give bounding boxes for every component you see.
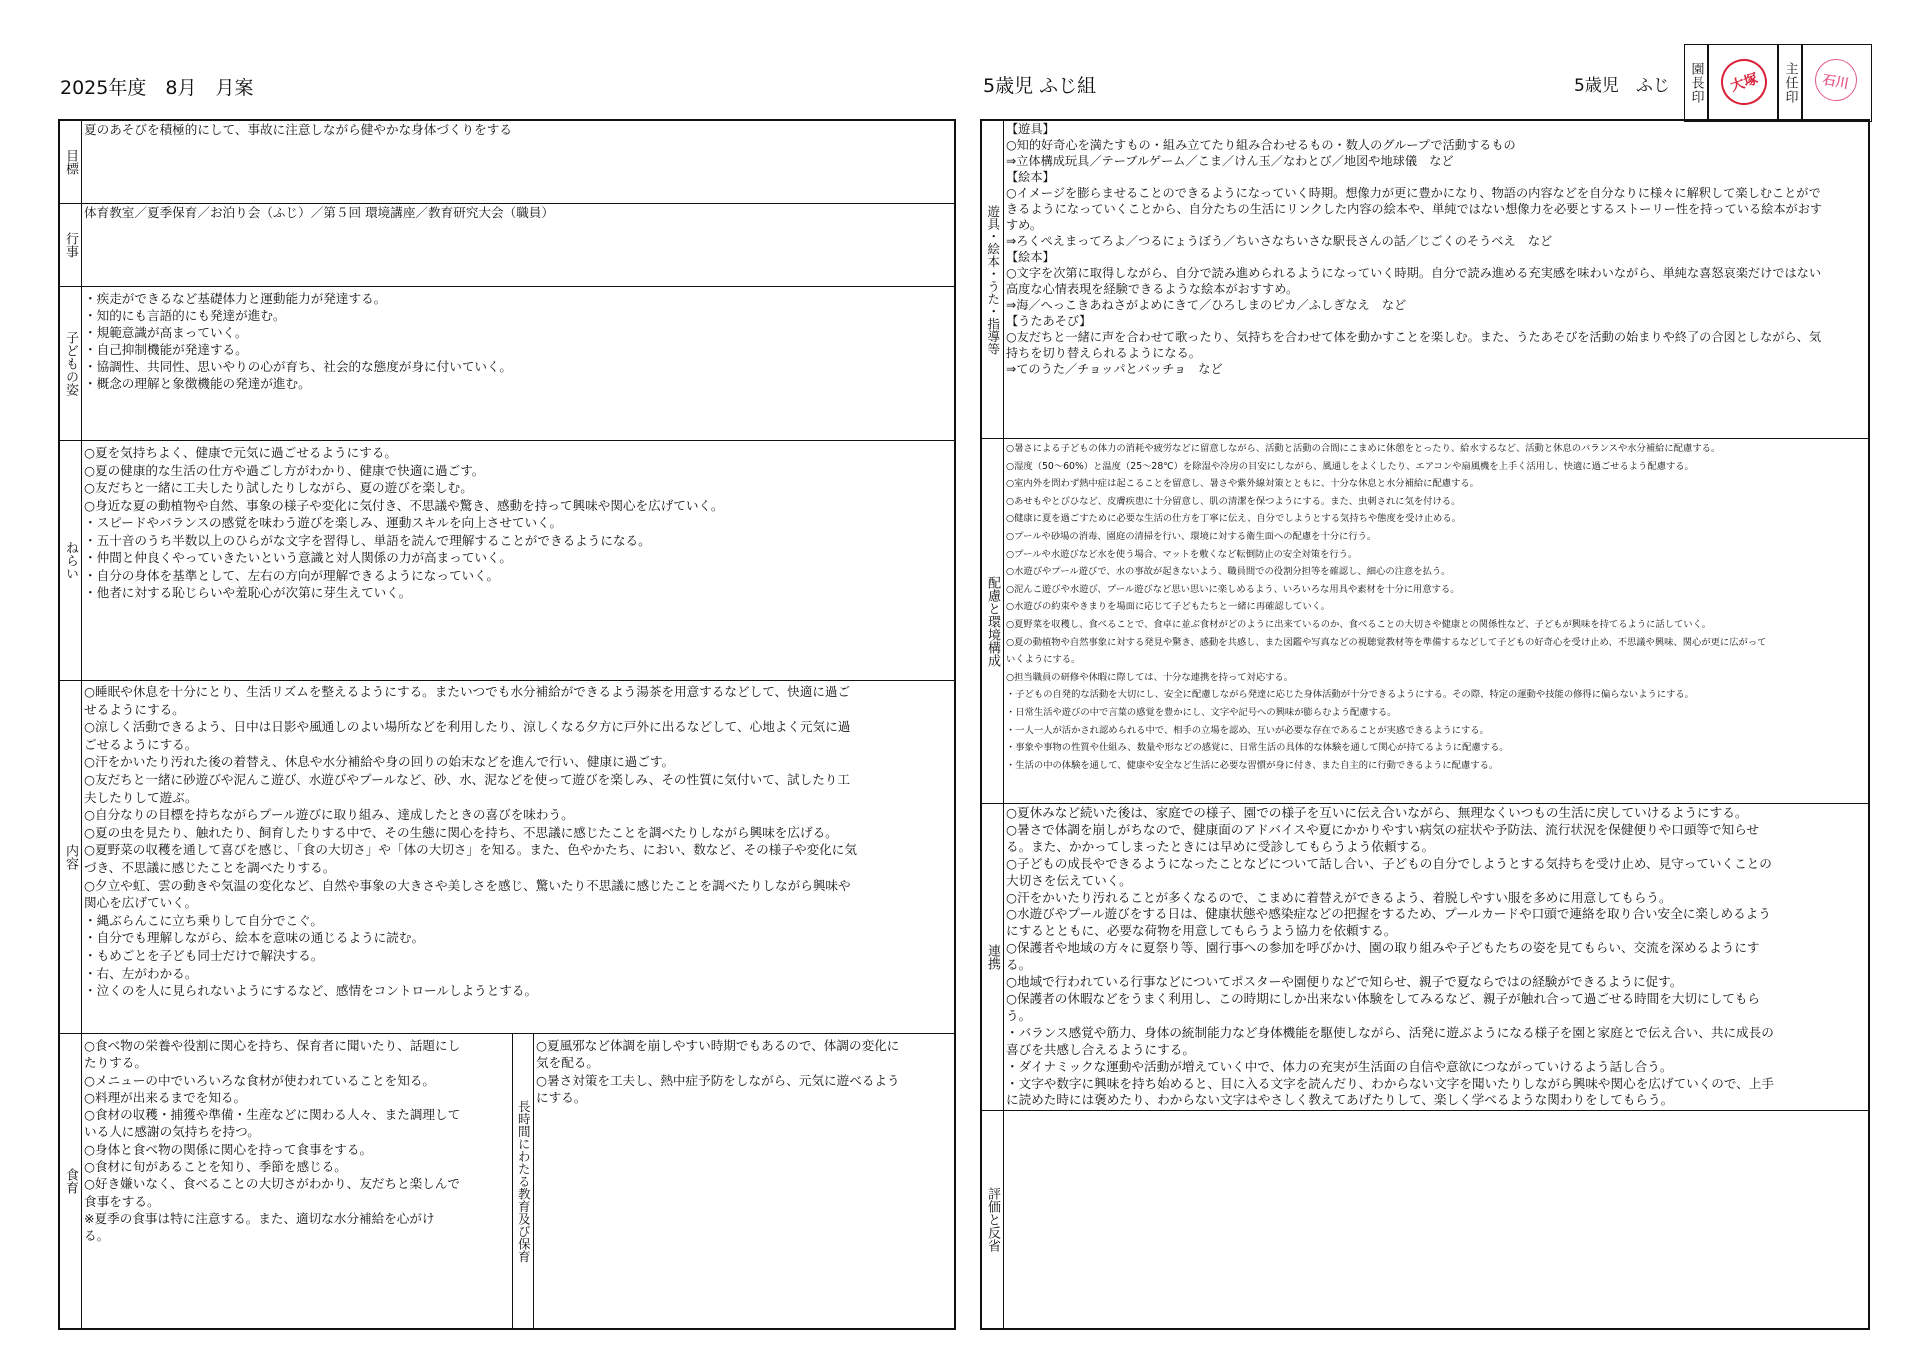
- class-name-center: 5歳児 ふじ組: [983, 75, 1097, 97]
- longcare-label: 長時間にわたる教育及び保育: [512, 1034, 534, 1328]
- content-label: 内容: [60, 681, 82, 1033]
- cooperation-label: 連携: [982, 804, 1004, 1110]
- environment-label: 配慮と環境構成: [982, 439, 1004, 803]
- principal-seal: 大塚: [1715, 53, 1773, 111]
- play-books-songs-label: 遊具・絵本・うた・指導等: [982, 121, 1004, 438]
- aims-label: ねらい: [60, 441, 82, 680]
- events-label: 行事: [60, 204, 82, 286]
- cooperation-row: [982, 804, 1868, 1111]
- goal-label: 目標: [60, 121, 82, 203]
- class-name-right: 5歳児 ふじ: [1574, 76, 1670, 96]
- events-row: [60, 204, 954, 287]
- child-state-text: ・疾走ができるなど基礎体力と運動能力が発達する。 ・知的にも言語的にも発達が進む。 ・規範意識が高まっていく。 ・自己抑制機能が発達する。 ・協調性、共同性、思いやりの心が育ち、社会的な態度が身に付いていく。 ・概念の理解と象徴機能の発達が進む。: [84, 291, 512, 391]
- food-and-longcare-row: [60, 1034, 954, 1328]
- environment-row: [982, 439, 1868, 804]
- aims-text: ○夏を気持ちよく、健康で元気に過ごせるようにする。 ○夏の健康的な生活の仕方や過ごし方がわかり、健康で快適に過ごす。 ○友だちと一緒に工夫したり試したりしながら、夏の遊びを楽しむ。 ○身近な夏の動植物や自然、事象の様子や変化に気付き、不思議や驚き、感動を持って興味や関心を広げていく。 ・スピードやバランスの感覚を味わう遊びを楽しみ、運動スキルを向上させていく。 ・五十音のうち半数以上のひらがな文字を習得し、単語を読んで理解することができるようになる。 ・仲間と仲良くやっていきたいという意識と対人関係の力が高まっていく。 ・自分の身体を基準として、左右の方向が理解できるようになっていく。 ・他者に対する恥じらいや羞恥心が次第に芽生えていく。: [84, 445, 724, 600]
- review-text[interactable]: [1006, 1112, 1866, 1326]
- left-plan-panel: [58, 119, 956, 1330]
- cooperation-text: ○夏休みなど続いた後は、家庭での様子、園での様子を互いに伝え合いながら、無理なくいつもの生活に戻していけるようにする。 ○暑さで体調を崩しがちなので、健康面のアドバイスや夏にかかりやすい病気の症状や予防法、流行状況を保健便りや口頭等で知らせ る。また、かかってしまったときには早めに受診してもらうよう依頼する。 ○子どもの成長やできるようになったことなどについて話し合い、子どもの自分でしようとする気持ちを受け止め、見守っていくことの 大切さを伝えていく。 ○汗をかいたり汚れることが多くなるので、こまめに着替えができるよう、着脱しやすい服を多めに用意してもらう。 ○水遊びやプール遊びをする日は、健康状態や感染症などの把握をするため、プールカードや口頭で連絡を取り合い安全に楽しめるよう にするとともに、必要な荷物を用意してもらうよう協力を依頼する。 ○保護者や地域の方々に夏祭り等、園行事への参加を呼びかけ、園の取り組みや子どもたちの姿を見てもらい、交流を深めるようにす る。 ○地域で行われている行事などについてポスターや園便りなどで知らせ、親子で夏ならではの経験ができるように促す。 ○保護者の休暇などをうまく利用し、この時期にしか出来ない体験をしてみるなど、親子が触れ合って過ごせる時間を大切にしてもら う。 ・バランス感覚や筋力、身体の統制能力など身体機能を駆使しながら、活発に遊ぶようになる様子を園と家庭とで伝え合い、共に成長の 喜びを共感し合えるようにする。 ・ダイナミックな運動や活動が増えていく中で、体力の充実が生活面の自信や意欲につながっていけるよう話し合う。 ・文字や数字に興味を持ち始めると、目に入る文字を読んだり、わからない文字を聞いたりしながら興味や関心を広げていくので、上手 に読めた時には褒めたり、わからない文字はやさしく教えてあげたりして、楽しく学べるような関わりをしてもらう。: [1006, 805, 1774, 1108]
- aims-row: [60, 441, 954, 681]
- review-label: 評価と反省: [982, 1111, 1004, 1328]
- child-state-label: 子どもの姿: [60, 287, 82, 440]
- longcare-text: ○夏風邪など体調を崩しやすい時期でもあるので、体調の変化に 気を配る。 ○暑さ対策を工夫し、熱中症予防をしながら、元気に遊べるよう にする。: [536, 1038, 900, 1105]
- food-label: 食育: [60, 1034, 82, 1328]
- content-text: ○睡眠や休息を十分にとり、生活リズムを整えるようにする。またいつでも水分補給ができるよう湯茶を用意するなどして、快適に過ご せるようにする。 ○涼しく活動できるよう、日中は日影や風通しのよい場所などを利用したり、涼しくなる夕方に戸外に出るなどして、心地よく元気に過 ごせるようにする。 ○汗をかいたり汚れた後の着替え、休息や水分補給や身の回りの始末などを進んで行い、健康に過ごす。 ○友だちと一緒に砂遊びや泥んこ遊び、水遊びやプールなど、砂、水、泥などを使って遊びを楽しみ、その性質に気付いて、試したり工 夫したりして遊ぶ。 ○自分なりの目標を持ちながらプール遊びに取り組み、達成したときの喜びを味わう。 ○夏の虫を見たり、触れたり、飼育したりする中で、その生態に関心を持ち、不思議に感じたことを調べたりしながら興味を広げる。 ○夏野菜の収穫を通して喜びを感じ、「食の大切さ」や「体の大切さ」を知る。また、色やかたち、におい、数など、その様子や変化に気 づき、不思議に感じたことを調べたりする。 ○夕立や虹、雲の動きや気温の変化など、自然や事象の大きさや美しさを感じ、驚いたり不思議に感じたことを調べたりしながら興味や 関心を広げていく。 ・縄ぶらんこに立ち乗りして自分でこぐ。 ・自分でも理解しながら、絵本を意味の通じるように読む。 ・もめごとを子ども同士だけで解決する。 ・右、左がわかる。 ・泣くのを人に見られないようにするなど、感情をコントロールしようとする。: [84, 684, 857, 999]
- principal-stamp-box: [1708, 44, 1778, 122]
- goal-text: 夏のあそびを積極的にして、事故に注意しながら健やかな身体づくりをする: [84, 122, 512, 137]
- chief-stamp-box: [1802, 44, 1872, 122]
- goal-row: [60, 121, 954, 204]
- right-plan-panel: [980, 119, 1870, 1330]
- content-row: [60, 681, 954, 1034]
- plan-title: 2025年度 8月 月案: [60, 77, 254, 99]
- food-text: ○食べ物の栄養や役割に関心を持ち、保育者に聞いたり、話題にし たりする。 ○メニューの中でいろいろな食材が使われていることを知る。 ○料理が出来るまでを知る。 ○食材の収穫・捕獲や準備・生産などに関わる人々、また調理して いる人に感謝の気持ちを持つ。 ○身体と食べ物の関係に関心を持って食事をする。 ○食材に旬があることを知り、季節を感じる。 ○好き嫌いなく、食べることの大切さがわかり、友だちと楽しんで 食事をする。 ※夏季の食事は特に注意する。また、適切な水分補給を心がけ る。: [84, 1038, 461, 1244]
- play-books-songs-row: [982, 121, 1868, 439]
- child-state-row: [60, 287, 954, 441]
- chief-seal: 石川: [1812, 56, 1861, 105]
- events-text: 体育教室／夏季保育／お泊り会（ふじ）／第５回 環境講座／教育研究大会（職員）: [84, 205, 554, 220]
- review-row: [982, 1111, 1868, 1328]
- environment-text: ○暑さによる子どもの体力の消耗や疲労などに留意しながら、活動と活動の合間にこまめに休憩をとったり、給水するなど、活動と休息のバランスや水分補給に配慮する。 ○湿度（50〜60%）と温度（25〜28℃）を除湿や冷房の目安にしながら、風通しをよくしたり、エアコンや扇風機を上手く活用し、快適に過ごせるよう配慮する。 ○室内外を問わず熱中症は起こることを留意し、暑さや紫外線対策とともに、十分な休息と水分補給に配慮する。 ○あせもやとびひなど、皮膚疾患に十分留意し、肌の清潔を保つようにする。また、虫刺されに気を付ける。 ○健康に夏を過ごすために必要な生活の仕方を丁寧に伝え、自分でしようとする気持ちや態度を受け止める。 ○プールや砂場の消毒、園庭の清掃を行い、環境に対する衛生面への配慮を十分に行う。 ○プールや水遊びなど水を使う場合、マットを敷くなど転倒防止の安全対策を行う。 ○水遊びやプール遊びで、水の事故が起きないよう、職員間での役割分担等を確認し、細心の注意を払う。 ○泥んこ遊びや水遊び、プール遊びなど思い思いに楽しめるよう、いろいろな用具や素材を十分に用意する。 ○水遊びの約束やきまりを場面に応じて子どもたちと一緒に再確認していく。 ○夏野菜を収穫し、食べることで、食卓に並ぶ食材がどのように出来ているのか、食べることの大切さや健康との関係性など、子どもが興味を持てるように話していく。 ○夏の動植物や自然事象に対する発見や驚き、感動を共感し、また図鑑や写真などの視聴覚教材等を準備するなどして子どもの好奇心を受け止め、不思議や興味、関心が更に広がって いくようにする。 ○担当職員の研修や休暇に際しては、十分な連携を持って対応する。 ・子どもの自発的な活動を大切にし、安全に配慮しながら発達に応じた身体活動が十分できるようにする。その際、特定の運動や技能の修得に偏らないようにする。 ・日常生活や遊びの中で言葉の感覚を豊かにし、文字や記号への興味が膨らむよう配慮する。 ・一人一人が活かされ認められる中で、相手の立場を認め、互いが必要な存在であることが実感できるようにする。 ・事象や事物の性質や仕組み、数量や形などの感覚に、日常生活の具体的な体験を通して関心が持てるように配慮する。 ・生活の中の体験を通して、健康や安全など生活に必要な習慣が身に付き、また自主的に行動できるように配慮する。: [1006, 443, 1767, 771]
- principal-stamp-label: 園長印: [1684, 44, 1708, 122]
- play-books-songs-text: 【遊具】 ○知的好奇心を満たすもの・組み立てたり組み合わせるもの・数人のグループで活動するもの ⇒立体構成玩具／テーブルゲーム／こま／けん玉／なわとび／地図や地球儀 など 【絵本】 ○イメージを膨らませることのできるようになっていく時期。想像力が更に豊かになり、物語の内容などを自分なりに様々に解釈して楽しむことがで きるようになっていくことから、自分たちの生活にリンクした内容の絵本や、単純ではない想像力を必要とするストーリー性を持っている絵本がおす すめ。 ⇒ろくぺえまってろよ／つるにょうぼう／ちいさなちいさな駅長さんの話／じごくのそうべえ など 【絵本】 ○文字を次第に取得しながら、自分で読み進められるようになっていく時期。自分で読み進める充実感を味わいながら、単純な喜怒哀楽だけではない 高度な心情表現を経験できるような絵本がおすすめ。 ⇒海／へっこきあねさがよめにきて／ひろしまのピカ／ふしぎなえ など 【うたあそび】 ○友だちと一緒に声を合わせて歌ったり、気持ちを合わせて体を動かすことを楽しむ。また、うたあそびを活動の始まりや終了の合図としながら、気 持ちを切り替えられるようになる。 ⇒てのうた／チョッパとバッチョ など: [1006, 122, 1823, 376]
- chief-stamp-label: 主任印: [1778, 44, 1802, 122]
